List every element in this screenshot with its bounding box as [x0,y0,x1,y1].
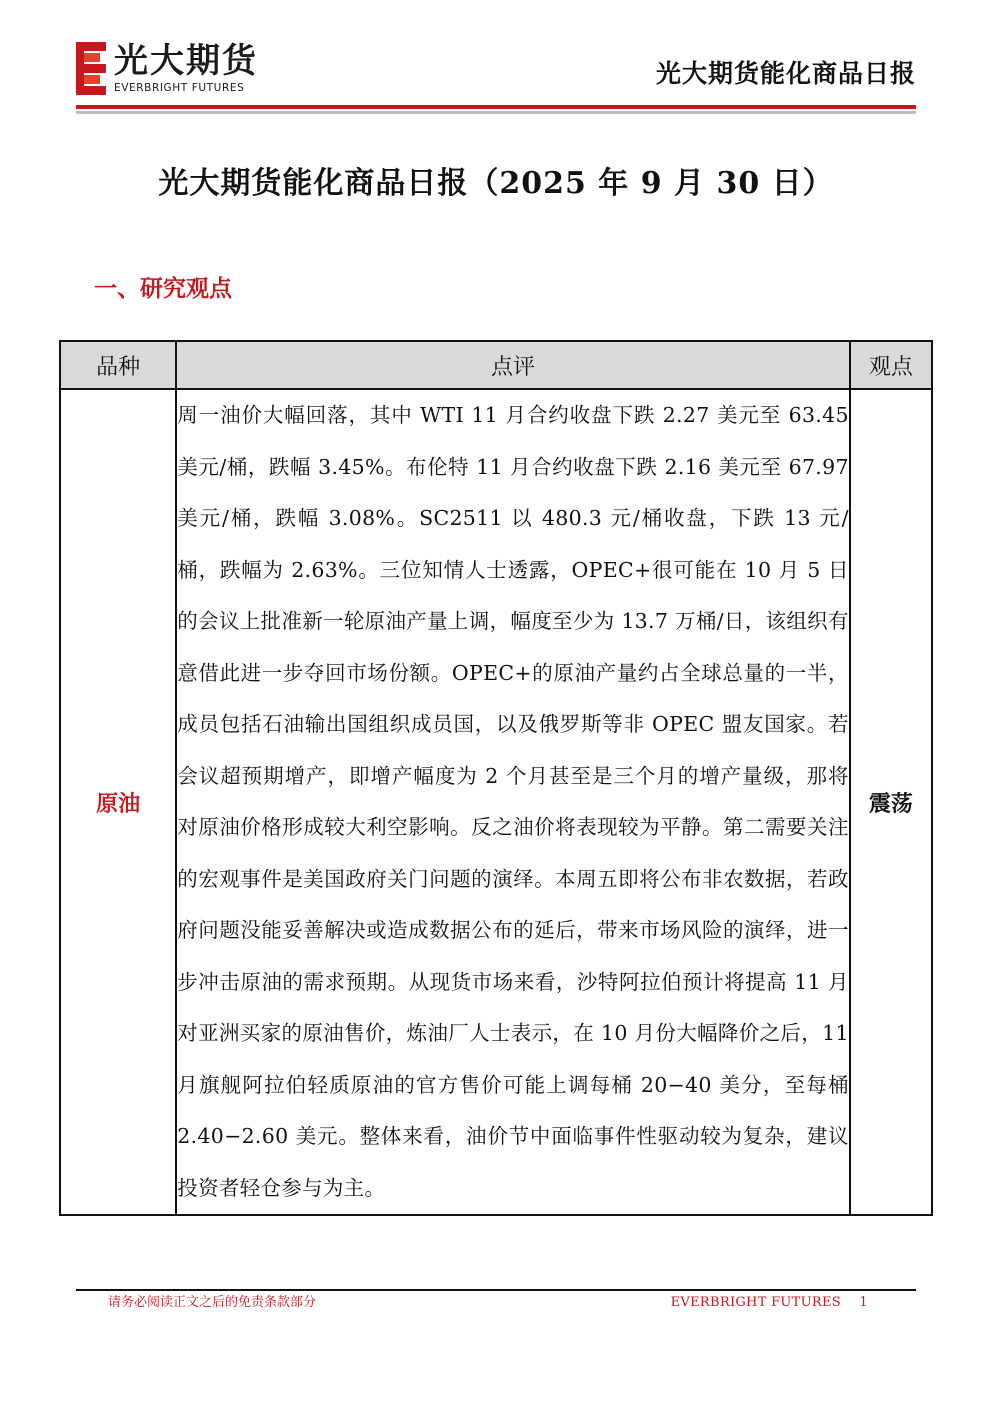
logo-text-en: EVERBRIGHT FUTURES [114,82,245,94]
header-rule-gray [76,111,916,114]
table-header-row [60,341,932,389]
variety-cell: 原油 [60,389,176,1215]
page-header [0,0,992,125]
footer-disclaimer: 请务必阅读正文之后的免责条款部分 [108,1295,317,1310]
table-row [60,389,932,1215]
research-views-table [59,340,933,1216]
logo-text-cn: 光大期货 [114,41,258,81]
column-header-variety: 品种 [60,341,176,389]
column-header-view: 观点 [850,341,932,389]
footer-brand-page [671,1294,868,1312]
page-number: 1 [859,1295,868,1310]
header-report-title: 光大期货能化商品日报 [655,59,916,88]
everbright-logo-icon [76,42,106,96]
document-title: 光大期货能化商品日报（2025 年 9 月 30 日） [158,166,834,201]
section-heading: 一、研究观点 [94,275,232,302]
column-header-comment: 点评 [176,341,850,389]
footer-rule [76,1289,916,1291]
view-cell: 震荡 [850,389,932,1215]
header-rule-red [76,105,916,109]
comment-cell: 周一油价大幅回落，其中 WTI 11 月合约收盘下跌 2.27 美元至 63.45 美元/桶，跌幅 3.45%。布伦特 11 月合约收盘下跌 2.16 美元至 67.97 美元/桶，跌幅 3.08%。SC2511 以 480.3 元/桶收盘，下跌 13 元/桶，跌幅为 2.63%。三位知情人士透露，OPEC+很可能在 10 月 5 日的会议上批准新一轮原油产量上调，幅度至少为 13.7 万桶/日，该组织有意借此进一步夺回市场份额。OPEC+的原油产量约占全球总量的一半，成员包括石油输出国组织成员国，以及俄罗斯等非 OPEC 盟友国家。若会议超预期增产，即增产幅度为 2 个月甚至是三个月的增产量级，那将对原油价格形成较大利空影响。反之油价将表现较为平静。第二需要关注的宏观事件是美国政府关门问题的演绎。本周五即将公布非农数据，若政府问题没能妥善解决或造成数据公布的延后，带来市场风险的演绎，进一步冲击原油的需求预期。从现货市场来看，沙特阿拉伯预计将提高 11 月对亚洲买家的原油售价，炼油厂人士表示，在 10 月份大幅降价之后，11 月旗舰阿拉伯轻质原油的官方售价可能上调每桶 20−40 美分，至每桶 2.40−2.60 美元。整体来看，油价节中面临事件性驱动较为复杂，建议投资者轻仓参与为主。 [176,389,850,1215]
footer-brand: EVERBRIGHT FUTURES [670,1295,841,1310]
